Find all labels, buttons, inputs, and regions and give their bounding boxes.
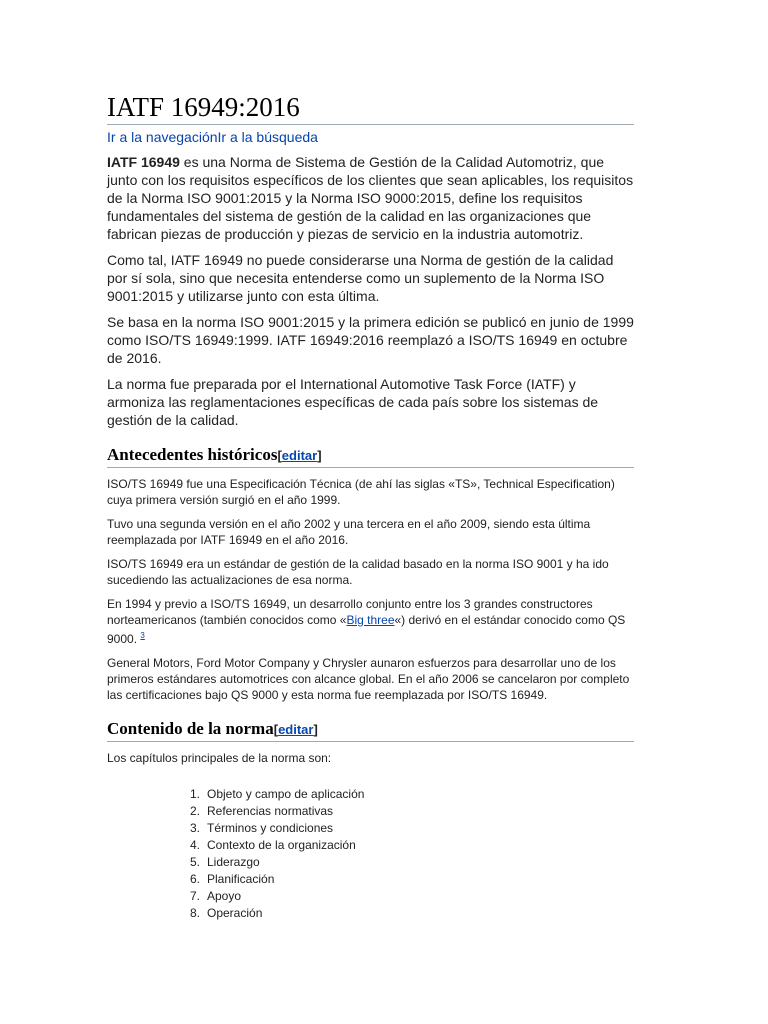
list-item-label: Términos y condiciones xyxy=(207,821,334,835)
content-section xyxy=(107,750,634,766)
big-three-link[interactable]: Big three xyxy=(346,613,395,627)
history-heading xyxy=(107,444,634,468)
list-item-number: 1. xyxy=(189,787,200,801)
history-paragraph-3: ISO/TS 16949 era un estándar de gestión de la calidad basado en la norma ISO 9001 y ha ido sucediendo las actualizaciones de esa norma. xyxy=(107,557,609,587)
list-item-label: Operación xyxy=(207,906,263,920)
history-edit-link[interactable]: editar xyxy=(281,448,318,463)
list-item-label: Contexto de la organización xyxy=(207,838,356,852)
list-item-number: 3. xyxy=(189,821,200,835)
page-title: IATF 16949:2016 xyxy=(107,90,634,125)
reference-3-link[interactable]: 3 xyxy=(140,631,145,640)
list-item xyxy=(175,786,364,803)
list-item xyxy=(175,871,364,888)
intro-paragraph-4: La norma fue preparada por el International Automotive Task Force (IATF) y armoniza las reglamentaciones específicas de cada país sobre los sistemas de gestión de la calidad. xyxy=(107,376,599,428)
list-item xyxy=(175,905,364,922)
edit-bracket-close: ] xyxy=(313,722,318,737)
list-item xyxy=(175,803,364,820)
list-item-number: 2. xyxy=(189,804,200,818)
article xyxy=(107,90,634,920)
history-paragraph-4 xyxy=(107,596,634,647)
jump-to-navigation-link[interactable]: Ir a la navegación xyxy=(107,129,218,145)
chapter-list xyxy=(175,786,364,922)
list-item-number: 5. xyxy=(189,855,200,869)
list-item-number: 4. xyxy=(189,838,200,852)
history-paragraph-5: General Motors, Ford Motor Company y Chrysler aunaron esfuerzos para desarrollar uno de los primeros estándares automotrices con alcance global. En el año 2006 se cancelaron por completo las certificaciones bajo QS 9000 y esta norma fue reemplazada por ISO/TS 16949. xyxy=(107,656,630,702)
edit-bracket-open: [ xyxy=(277,448,282,463)
list-item-label: Objeto y campo de aplicación xyxy=(207,787,365,801)
list-item-label: Apoyo xyxy=(207,889,242,903)
content-intro: Los capítulos principales de la norma son: xyxy=(107,751,332,765)
list-item-label: Planificación xyxy=(207,872,275,886)
history-paragraph-4-start: En 1994 y previo a ISO/TS 16949, un desarrollo conjunto entre los 3 grandes constructores norteamericanos (también conocidos como « xyxy=(107,597,593,627)
list-item-number: 7. xyxy=(189,889,200,903)
history-edit xyxy=(277,448,321,463)
list-item-number: 6. xyxy=(189,872,200,886)
list-item-label: Liderazgo xyxy=(207,855,260,869)
content-heading-text: Contenido de la norma xyxy=(107,719,274,738)
jump-to-search-link[interactable]: Ir a la búsqueda xyxy=(217,129,318,145)
edit-bracket-open: [ xyxy=(273,722,279,737)
content-edit-link[interactable]: editar xyxy=(278,722,314,737)
list-item-number: 8. xyxy=(189,906,200,920)
list-item xyxy=(175,854,364,871)
intro-bold-term: IATF 16949 xyxy=(107,154,180,170)
intro-section xyxy=(107,153,634,429)
intro-paragraph-1 xyxy=(107,153,634,243)
history-heading-text: Antecedentes históricos xyxy=(107,445,278,464)
intro-paragraph-2: Como tal, IATF 16949 no puede considerarse una Norma de gestión de la calidad por sí sola, sino que necesita entenderse como un suplemento de la Norma ISO 9001:2015 y utilizarse junto con esta última. xyxy=(107,252,614,304)
list-item xyxy=(175,888,364,905)
history-paragraph-2: Tuvo una segunda versión en el año 2002 y una tercera en el año 2009, siendo esta última reemplazada por IATF 16949 en el año 2016. xyxy=(107,517,591,547)
history-section xyxy=(107,476,634,703)
list-item-label: Referencias normativas xyxy=(207,804,334,818)
content-heading xyxy=(107,718,634,742)
history-paragraph-4-end: «) derivó en el estándar conocido como QS 9000. xyxy=(107,613,626,646)
history-paragraph-1: ISO/TS 16949 fue una Especificación Técnica (de ahí las siglas «TS», Technical Especification) cuya primera versión surgió en el año 1999. xyxy=(107,477,615,507)
content-edit xyxy=(274,722,318,737)
jump-links xyxy=(107,128,634,146)
list-item xyxy=(175,820,364,837)
intro-paragraph-3: Se basa en la norma ISO 9001:2015 y la primera edición se publicó en junio de 1999 como ISO/TS 16949:1999. IATF 16949:2016 reemplazó a ISO/TS 16949 en octubre de 2016. xyxy=(107,314,634,366)
edit-bracket-close: ] xyxy=(317,448,322,463)
intro-paragraph-1-text: es una Norma de Sistema de Gestión de la Calidad Automotriz, que junto con los requisitos específicos de los clientes que sean aplicables, los requisitos de la Norma ISO 9001:2015 y la Norma ISO 9000:2015, define los requisitos fundamentales del sistema de gestión de la calidad en las organizaciones que fabrican piezas de producción y piezas de servicio en la industria automotriz. xyxy=(107,154,634,242)
list-item xyxy=(175,837,364,854)
